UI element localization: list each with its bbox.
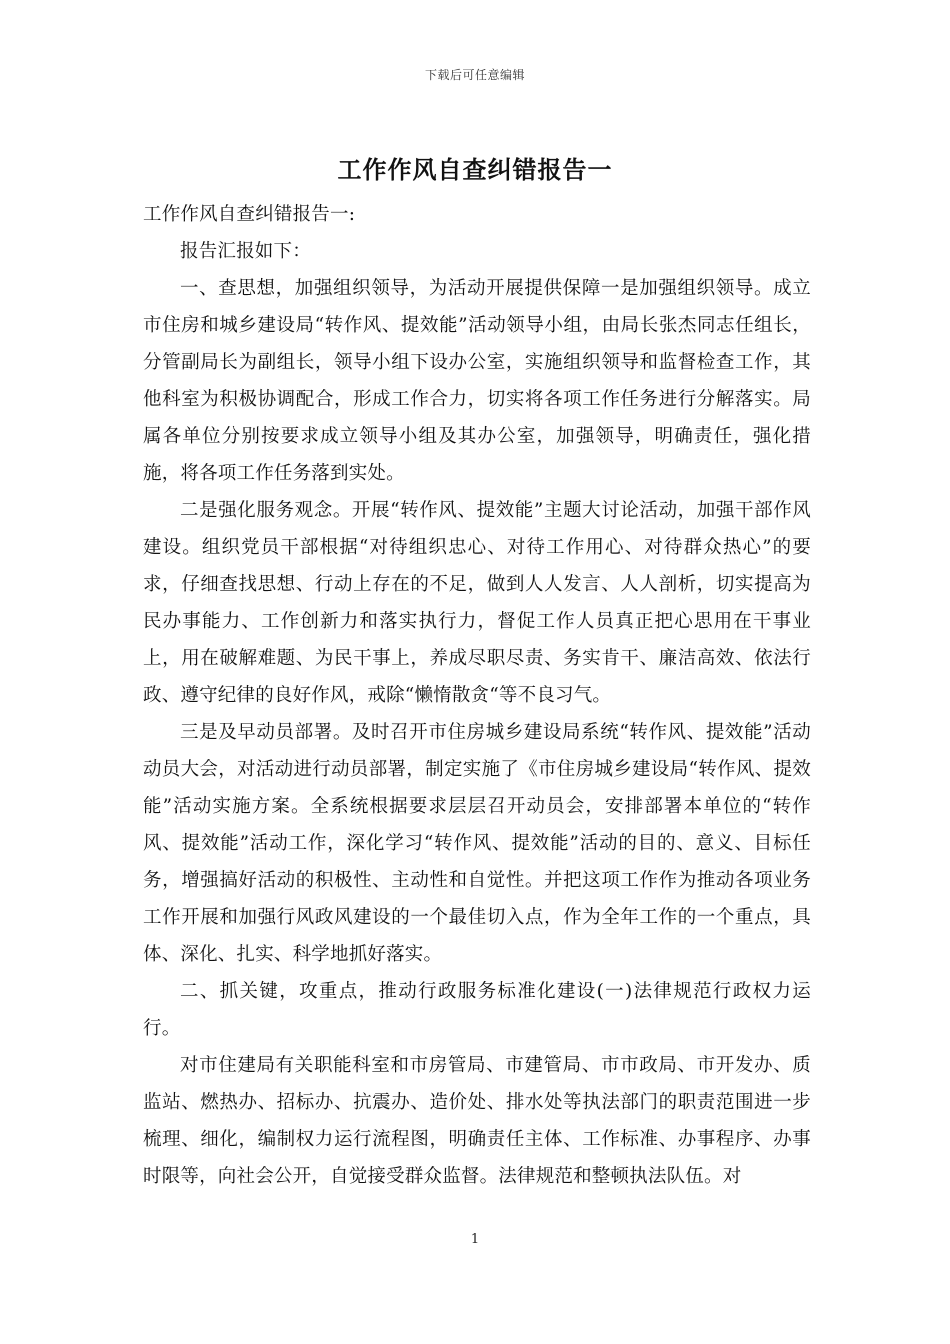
paragraph: 一、查思想，加强组织领导，为活动开展提供保障一是加强组织领导。成立市住房和城乡建设局“转作风、提效能”活动领导小组，由局长张杰同志任组长，分管副局长为副组长，领导小组下设办公室，实施组织领导和监督检查工作，其他科室为积极协调配合，形成工作合力，切实将各项工作任务进行分解落实。局属各单位分别按要求成立领导小组及其办公室，加强领导，明确责任，强化措施，将各项工作任务落到实处。 bbox=[143, 278, 811, 484]
paragraph: 报告汇报如下： bbox=[180, 241, 311, 262]
document-body bbox=[143, 196, 811, 1195]
page-number: 1 bbox=[470, 1232, 480, 1247]
paragraph: 二是强化服务观念。开展“转作风、提效能”主题大讨论活动，加强干部作风建设。组织党员干部根据“对待组织忠心、对待工作用心、对待群众热心”的要求，仔细查找思想、行动上存在的不足，做到人人发言、人人剖析，切实提高为民办事能力、工作创新力和落实执行力，督促工作人员真正把心思用在干事业上，用在破解难题、为民干事上，养成尽职尽责、务实肯干、廉洁高效、依法行政、遵守纪律的良好作风，戒除“懒惰散贪“等不良习气。 bbox=[143, 500, 811, 706]
paragraph: 三是及早动员部署。及时召开市住房城乡建设局系统“转作风、提效能”活动动员大会，对活动进行动员部署，制定实施了《市住房城乡建设局“转作风、提效能”活动实施方案。全系统根据要求层层召开动员会，安排部署本单位的“转作风、提效能”活动工作，深化学习“转作风、提效能”活动的目的、意义、目标任务，增强搞好活动的积极性、主动性和自觉性。并把这项工作作为推动各项业务工作开展和加强行风政风建设的一个最佳切入点，作为全年工作的一个重点，具体、深化、扎实、科学地抓好落实。 bbox=[143, 722, 811, 965]
download-note: 下载后可任意编辑 bbox=[424, 68, 525, 82]
intro-line: 工作作风自查纠错报告一: bbox=[143, 204, 356, 225]
paragraph: 对市住建局有关职能科室和市房管局、市建管局、市市政局、市开发办、质监站、燃热办、招标办、抗震办、造价处、排水处等执法部门的职责范围进一步梳理、细化，编制权力运行流程图，明确责任主体、工作标准、办事程序、办事时限等，向社会公开，自觉接受群众监督。法律规范和整顿执法队伍。对 bbox=[143, 1055, 811, 1187]
paragraph: 二、抓关键，攻重点，推动行政服务标准化建设(一)法律规范行政权力运行。 bbox=[143, 981, 811, 1039]
document-title: 工作作风自查纠错报告一 bbox=[337, 156, 613, 184]
